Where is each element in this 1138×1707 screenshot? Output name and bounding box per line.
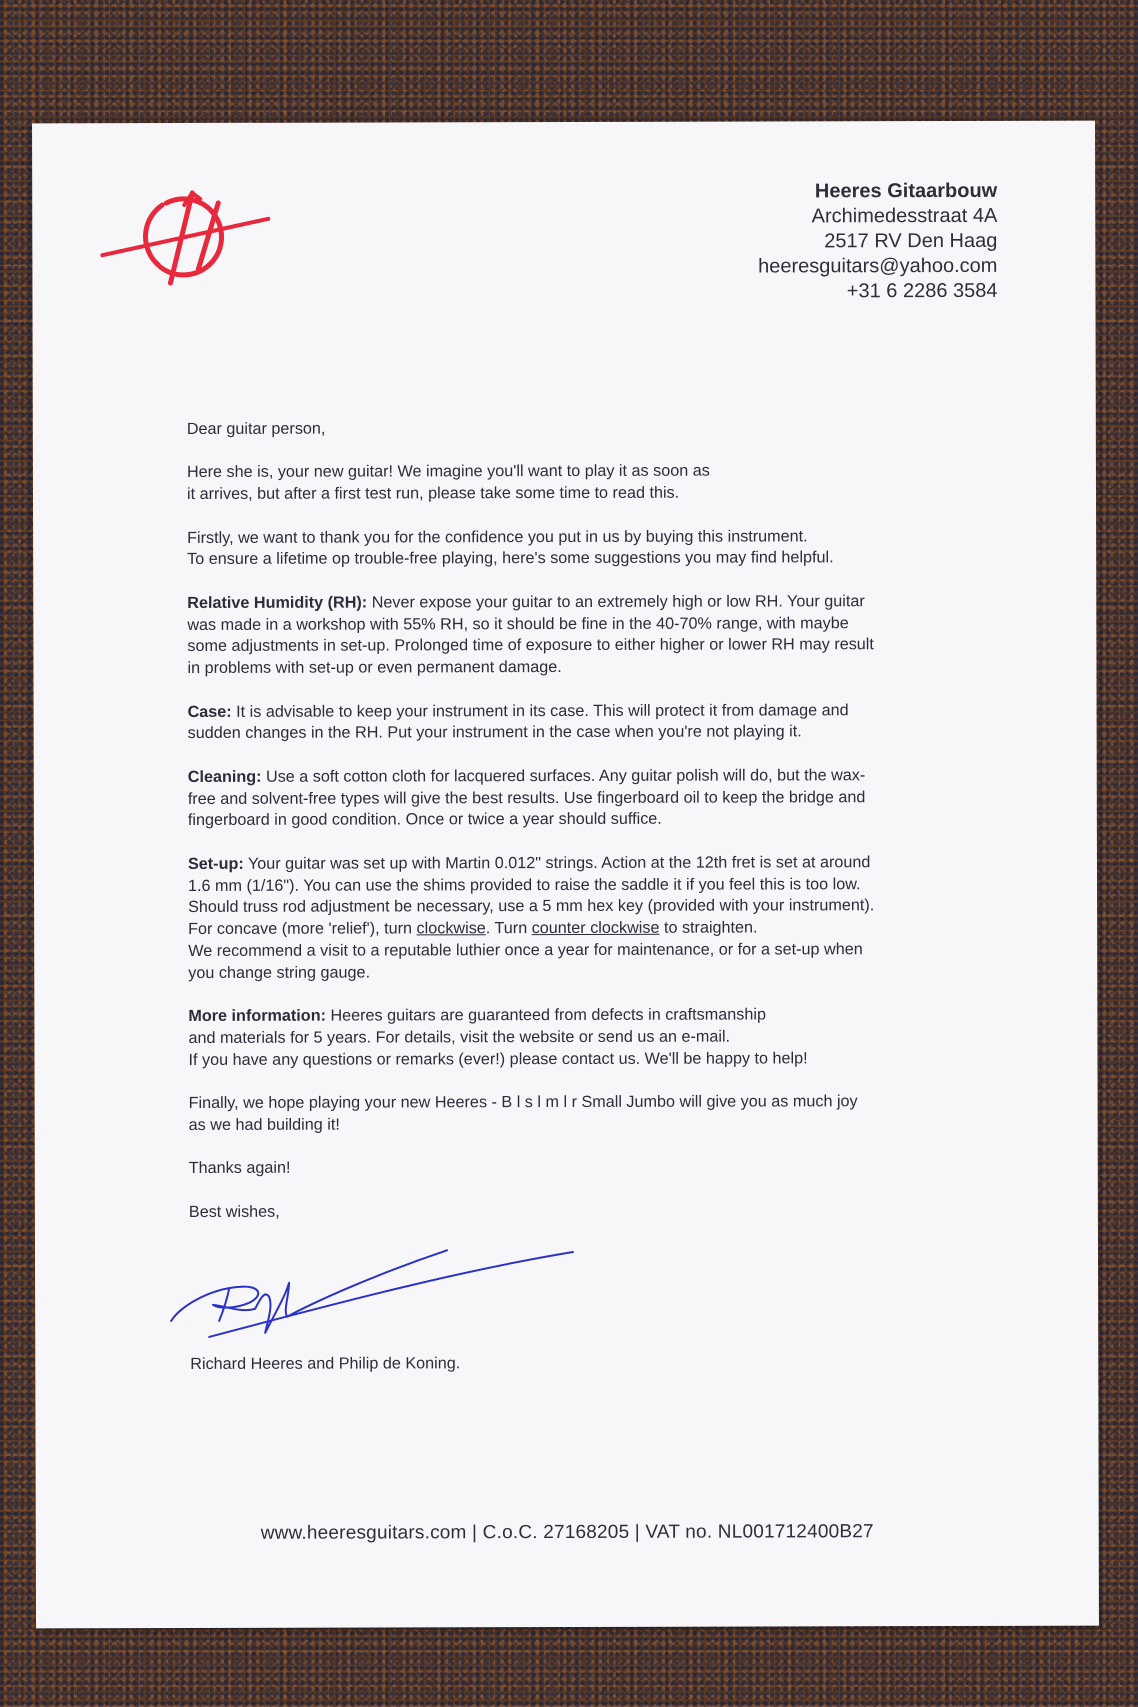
cleaning-paragraph bbox=[188, 765, 968, 832]
letterhead-address bbox=[758, 179, 998, 305]
setup-heading: Set-up: bbox=[187, 854, 244, 873]
humidity-paragraph bbox=[187, 591, 967, 680]
city-address: 2517 RV Den Haag bbox=[824, 229, 998, 253]
finally-paragraph: Finally, we hope playing your new Heeres - B l s l m l r Small Jumbo will give you as much joy as we had building it! bbox=[188, 1092, 858, 1134]
closing: Best wishes, bbox=[188, 1202, 280, 1221]
cleaning-heading: Cleaning: bbox=[187, 767, 262, 786]
setup-text-1: Your guitar was set up with Martin 0.012" strings. Action at the 12th fret is set at around 1.6 mm (1/16"). You can use the shims provided to raise the saddle it if you feel this is too low. Should truss rod adjustment be necessary, use a 5 mm hex key (provided with your instrument). For concave (more 'relief'), turn bbox=[188, 852, 875, 939]
case-paragraph bbox=[188, 699, 968, 745]
heeres-logo-icon bbox=[100, 175, 272, 287]
signers: Richard Heeres and Philip de Koning. bbox=[190, 1354, 461, 1373]
handwritten-signature bbox=[169, 1236, 589, 1347]
setup-text-2: . Turn bbox=[485, 919, 532, 938]
thanks-paragraph: Firstly, we want to thank you for the confidence you put in us by buying this instrument. To ensure a lifetime op trouble-free playing, here's some suggestions you may find helpful. bbox=[187, 526, 834, 569]
more-info-text: Heeres guitars are guaranteed from defects in craftsmanship and materials for 5 years. For details, visit the website or send us an e-mail. If you have any questions or remarks (ever!) please contact us. We'll be happy to help! bbox=[188, 1005, 808, 1069]
letter-body bbox=[187, 417, 969, 1245]
clockwise-term: clockwise bbox=[416, 919, 486, 938]
setup-paragraph bbox=[188, 852, 968, 985]
humidity-heading: Relative Humidity (RH): bbox=[187, 593, 368, 612]
case-text: It is advisable to keep your instrument in its case. This will protect it from damage and sudden changes in the RH. Put your instrument in the case when you're not playing it. bbox=[187, 700, 849, 743]
intro-paragraph: Here she is, your new guitar! We imagine you'll want to play it as soon as it arrives, but after a first test run, please take some time to read this. bbox=[186, 462, 710, 504]
company-name: Heeres Gitaarbouw bbox=[814, 179, 998, 203]
salutation: Dear guitar person, bbox=[186, 419, 326, 438]
thanks-again: Thanks again! bbox=[188, 1158, 291, 1178]
email-address: heeresguitars@yahoo.com bbox=[758, 254, 998, 278]
more-info-heading: More information: bbox=[188, 1006, 326, 1026]
counter-clockwise-term: counter clockwise bbox=[531, 918, 660, 938]
footer-info: www.heeresguitars.com | C.o.C. 27168205 | VAT no. NL001712400B27 bbox=[260, 1521, 874, 1544]
humidity-text: Never expose your guitar to an extremely high or low RH. Your guitar was made in a workshop with 55% RH, so it should be fine in the 40-70% range, with maybe some adjustments in set-up. Prolonged time of exposure to either higher or lower RH may result in problems with set-up or even permanent damage. bbox=[187, 591, 874, 678]
setup-text-3: to straighten. We recommend a visit to a reputable luthier once a year for maintenance, or for a set-up when you change string gauge. bbox=[188, 918, 863, 982]
letter-sheet bbox=[32, 121, 1099, 1629]
case-heading: Case: bbox=[187, 702, 232, 721]
street-address: Archimedesstraat 4A bbox=[811, 204, 998, 228]
phone-number: +31 6 2286 3584 bbox=[846, 279, 998, 303]
cleaning-text: Use a soft cotton cloth for lacquered surfaces. Any guitar polish will do, but the wax- free and solvent-free types will give the best results. Use fingerboard oil to keep the bridge and fingerboard in good condition. Once or twice a year should suffice. bbox=[187, 765, 866, 830]
more-info-paragraph bbox=[188, 1004, 968, 1071]
